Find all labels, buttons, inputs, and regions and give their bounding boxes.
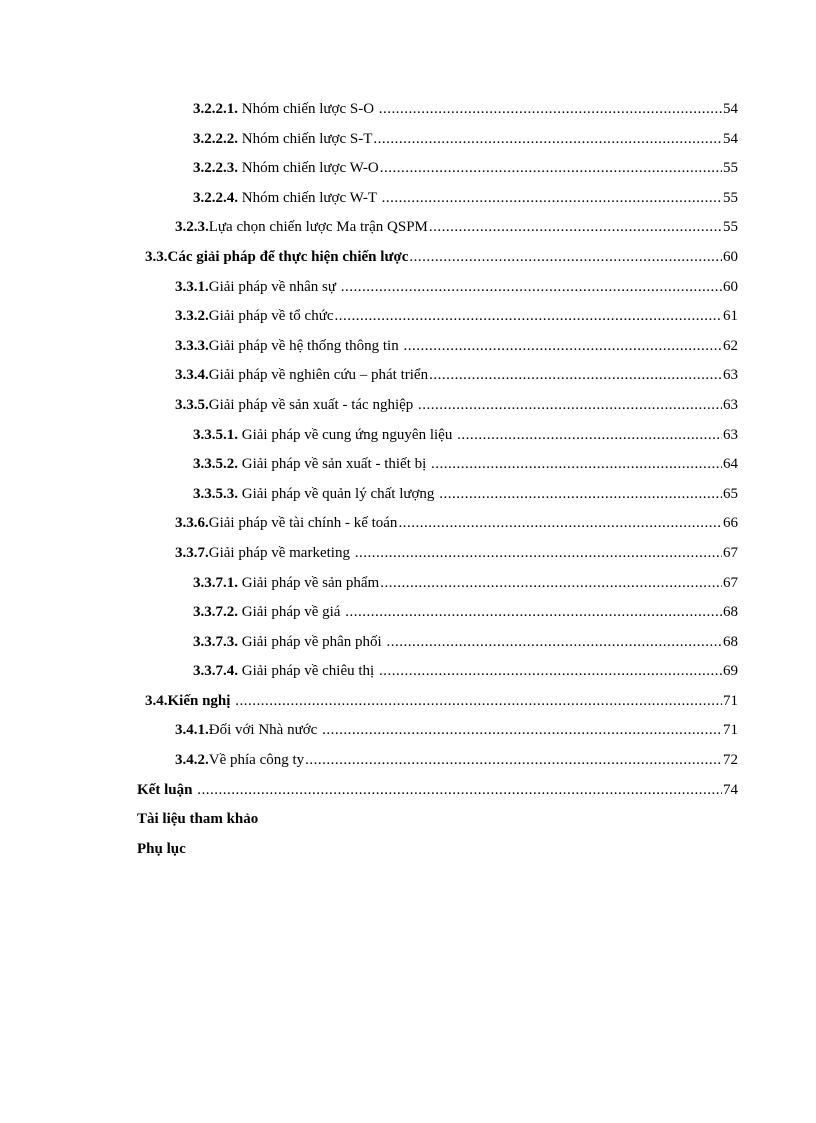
toc-entry-title: Giải pháp về quản lý chất lượng [238, 485, 439, 502]
toc-entry-number: 3.3.5.2. [193, 456, 238, 473]
toc-entry-page: 54 [723, 101, 738, 117]
toc-entry-page: 60 [723, 278, 738, 295]
toc-leader-dots [398, 513, 722, 533]
toc-leader-dots [355, 543, 722, 563]
toc-leader-dots [345, 602, 722, 622]
toc-entry-page: 63 [723, 396, 738, 413]
toc-entry[interactable] [0, 661, 816, 691]
toc-leader-dots [418, 395, 722, 415]
toc-entry-page: 68 [723, 604, 738, 621]
toc-leader-dots [382, 188, 722, 208]
toc-entry-number: 3.3. [145, 248, 168, 265]
toc-entry-number: 3.3.3. [175, 337, 209, 354]
toc-entry[interactable] [0, 750, 816, 780]
toc-leader-dots [429, 217, 722, 237]
toc-entry[interactable] [0, 602, 816, 632]
toc-entry-number: 3.2.2.2. [193, 130, 238, 147]
toc-entry[interactable] [0, 336, 816, 366]
toc-entry-page: 71 [723, 722, 738, 739]
toc-entry-title: Giải pháp về sản phẩm [238, 574, 380, 591]
toc-entry-title: Nhóm chiến lược W-O [238, 160, 379, 177]
toc-entry-page: 65 [723, 485, 738, 502]
toc-entry-title: Nhóm chiến lược W-T [238, 189, 381, 206]
toc-leader-dots [341, 277, 722, 297]
toc-entry[interactable] [0, 425, 816, 455]
toc-entry-title: Giải pháp về chiêu thị [238, 663, 378, 680]
toc-entry-page: 67 [723, 574, 738, 591]
toc-leader-dots [429, 365, 722, 385]
toc-leader-dots [322, 720, 722, 740]
toc-leader-dots [403, 336, 722, 356]
toc-entry[interactable] [0, 454, 816, 484]
toc-entry-page: 63 [723, 367, 738, 384]
toc-entry-title: Phụ lục [137, 840, 186, 857]
toc-entry-page: 72 [723, 752, 738, 769]
toc-entry[interactable] [0, 188, 816, 218]
toc-entry-page: 74 [723, 781, 738, 798]
toc-entry-number: 3.3.7.3. [193, 633, 238, 650]
toc-entry[interactable] [0, 395, 816, 425]
toc-leader-dots [409, 247, 722, 267]
toc-entry-page: 66 [723, 515, 738, 532]
toc-entry-title: Lựa chọn chiến lược Ma trận QSPM [208, 219, 428, 236]
toc-entry-title: Giải pháp về nhân sự [208, 278, 340, 295]
toc-entry-title: Giải pháp về nghiên cứu – phát triển [208, 367, 429, 384]
toc-entry-number: 3.3.7.2. [193, 604, 238, 621]
toc-entry-number: 3.2.2.1. [193, 101, 238, 117]
toc-entry-number: 3.4.1. [175, 722, 209, 739]
toc-entry[interactable] [0, 720, 816, 750]
toc-leader-dots [380, 158, 722, 178]
toc-entry-page: 54 [723, 130, 738, 147]
toc-entry-number: 3.3.1. [175, 278, 209, 295]
toc-entry-number: 3.3.7. [175, 544, 209, 561]
toc-entry-number: 3.2.2.3. [193, 160, 238, 177]
toc-entry-number: 3.2.3. [175, 219, 209, 236]
toc-entry-page: 55 [723, 189, 738, 206]
toc-entry-number: 3.4.2. [175, 752, 209, 769]
toc-entry-number: 3.3.6. [175, 515, 209, 532]
toc-leader-dots [457, 425, 722, 445]
toc-entry-page: 64 [723, 456, 738, 473]
toc-leader-dots [379, 99, 722, 119]
toc-entry[interactable] [0, 839, 816, 869]
toc-leader-dots [335, 306, 722, 326]
toc-entry[interactable] [0, 247, 816, 277]
toc-leader-dots [379, 661, 722, 681]
toc-entry[interactable] [0, 780, 816, 810]
toc-entry-title: Kết luận [137, 781, 197, 798]
toc-entry[interactable] [0, 691, 816, 721]
toc-entry-number: 3.3.5.1. [193, 426, 238, 443]
toc-entry-number: 3.3.5.3. [193, 485, 238, 502]
toc-entry[interactable] [0, 277, 816, 307]
toc-entry[interactable] [0, 365, 816, 395]
toc-entry-title: Giải pháp về tổ chức [208, 308, 334, 325]
toc-leader-dots [380, 573, 722, 593]
toc-entry-title: Tài liệu tham khảo [137, 811, 259, 828]
toc-entry-title: Giải pháp về sản xuất - thiết bị [238, 456, 431, 473]
toc-leader-dots [235, 691, 722, 711]
toc-leader-dots [431, 454, 722, 474]
toc-entry-page: 61 [723, 308, 738, 325]
toc-entry-page: 55 [723, 160, 738, 177]
toc-entry[interactable] [0, 129, 816, 159]
toc-entry-page: 62 [723, 337, 738, 354]
toc-entry-title: Nhóm chiến lược S-O [238, 101, 378, 117]
toc-entry-title: Giải pháp về cung ứng nguyên liệu [238, 426, 457, 443]
toc-entry-title: Giải pháp về hệ thống thông tin [208, 337, 403, 354]
toc-entry-title: Giải pháp về phân phối [238, 633, 386, 650]
toc-entry-page: 69 [723, 663, 738, 680]
toc-entry-title: Nhóm chiến lược S-T [238, 130, 373, 147]
toc-entry[interactable] [0, 809, 816, 839]
toc-entry-page: 63 [723, 426, 738, 443]
toc-entry-title: Về phía công ty [208, 752, 305, 769]
toc-entry[interactable] [0, 543, 816, 573]
toc-entry-page: 60 [723, 248, 738, 265]
toc-entry-title: Các giải pháp để thực hiện chiến lược [167, 248, 409, 265]
table-of-contents [0, 99, 816, 868]
toc-entry-number: 3.4. [145, 692, 168, 709]
toc-entry-title: Giải pháp về marketing [208, 544, 354, 561]
toc-entry-page: 67 [723, 544, 738, 561]
toc-leader-dots [386, 632, 722, 652]
toc-leader-dots [197, 780, 722, 800]
toc-entry-title: Giải pháp về sản xuất - tác nghiệp [208, 396, 418, 413]
toc-entry-page: 71 [723, 692, 738, 709]
toc-entry[interactable] [0, 158, 816, 188]
toc-leader-dots [439, 484, 722, 504]
toc-entry-number: 3.2.2.4. [193, 189, 238, 206]
toc-entry-title: Kiến nghị [167, 692, 235, 709]
toc-entry-number: 3.3.5. [175, 396, 209, 413]
toc-entry[interactable] [0, 99, 816, 129]
toc-entry[interactable] [0, 632, 816, 662]
toc-leader-dots [373, 129, 722, 149]
toc-entry-title: Giải pháp về giá [238, 604, 345, 621]
toc-entry-number: 3.3.7.1. [193, 574, 238, 591]
toc-entry-title: Giải pháp về tài chính - kế toán [208, 515, 398, 532]
toc-entry-number: 3.3.2. [175, 308, 209, 325]
toc-entry[interactable] [0, 484, 816, 514]
toc-entry[interactable] [0, 306, 816, 336]
toc-leader-dots [305, 750, 722, 770]
toc-entry-number: 3.3.7.4. [193, 663, 238, 680]
toc-entry-page: 68 [723, 633, 738, 650]
toc-entry-number: 3.3.4. [175, 367, 209, 384]
toc-entry[interactable] [0, 217, 816, 247]
toc-entry-title: Đối với Nhà nước [208, 722, 322, 739]
toc-entry[interactable] [0, 573, 816, 603]
toc-entry-page: 55 [723, 219, 738, 236]
toc-entry[interactable] [0, 513, 816, 543]
